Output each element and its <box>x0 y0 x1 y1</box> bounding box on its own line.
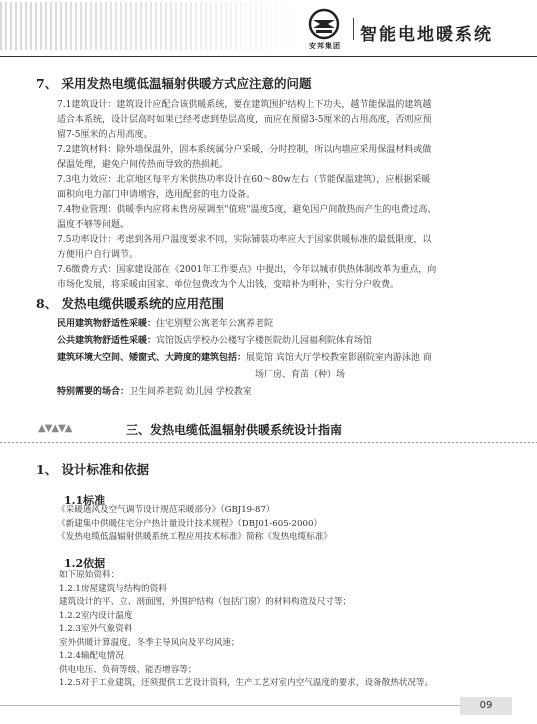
page-header <box>0 0 537 54</box>
scope-value: 宾馆饭店学校办公楼写字楼医院幼儿园福利院体育场馆 <box>156 336 373 346</box>
section-7-line: 适合本系统，设计层高时如果已经考虑到垫层高度，而应在预留3-5厘米的占用高度，否则应预 <box>57 115 432 125</box>
section-7-line: 面积向电力部门申请增容，选用配套的电力设备。 <box>57 190 256 200</box>
scope-row <box>57 316 507 333</box>
section-7-line: 7.2建筑材料：除外墙保温外，固本系统属分户采暖，分时控制，所以内墙应采用保温材料或做 <box>57 145 432 155</box>
basis-list <box>59 569 514 691</box>
section-7-line: 市场化发展，将采暖由国家、单位包费改为个人出钱，变暗补为明补，实行分户收费。 <box>57 280 400 290</box>
section-7-line: 7.3电力效应：北京地区每平方米供热功率设计在60～80w左右（节能保温建筑），应根据采暖 <box>57 175 431 185</box>
scope-value: 住宅别墅公寓老年公寓养老院 <box>156 319 274 329</box>
scope-label: 特别需要的场合： <box>57 387 130 397</box>
logo-text: 安邦集团 <box>309 42 341 50</box>
part-1-title: 1、 设计标准和依据 <box>36 462 150 477</box>
header-rule <box>0 56 537 57</box>
scope-value: 展览馆 宾馆大厅学校教室影剧院室内游泳池 商 <box>246 353 432 363</box>
chapter-banner <box>38 418 508 440</box>
scope-label: 建筑环境大空间、矮窗式、大跨度的建筑包括： <box>57 353 247 363</box>
basis-item: 建筑设计的平、立、剖面图，外围护结构（包括门窗）的材料构造及尺寸等； <box>59 597 352 607</box>
footer-rule <box>0 705 460 706</box>
scope-label: 公共建筑物舒适性采暖： <box>57 336 157 346</box>
triangle-ornament-icon: ▲▼▲▼▲ <box>38 423 72 434</box>
section-7-line: 7.6缴费方式：国家建设部在《2001年工作要点》中提出，今年以城市供热体制改革为重点，向 <box>57 265 437 275</box>
standard-item: 《发热电缆低温辐射供暖系统工程应用技术标准》简称《发热电缆标准》 <box>57 532 333 542</box>
scope-row <box>57 350 507 384</box>
section-7-line: 保温处理，避免户间传热而导致的热损耗。 <box>57 160 229 170</box>
subsection-1-2-title: 1.2依据 <box>64 557 106 570</box>
section-7-line: 方便用户自行调节。 <box>57 250 139 260</box>
basis-item: 室外供暖计算温度，冬季主导风向及平均风速； <box>59 637 240 648</box>
section-7-line: 温度不够等问题。 <box>57 220 130 230</box>
scope-value: 卫生间养老院 幼儿园 学校教室 <box>129 387 252 397</box>
section-7-title: 7、 采用发热电缆低温辐射供暖方式应注意的问题 <box>36 76 312 91</box>
page-number: 09 <box>460 697 512 715</box>
scope-row <box>57 333 507 350</box>
basis-item: 1.2.4输配电情况 <box>59 651 124 661</box>
subsection-1-1-title: 1.1标准 <box>64 494 106 507</box>
brand-title: 智能电地暖系统 <box>360 25 493 45</box>
standard-item: 《新建集中供暖住宅分户热计量设计技术规程》（DBJ01-605-2000） <box>57 518 323 529</box>
dotted-rule <box>0 442 537 443</box>
basis-item: 1.2.5对于工业建筑，还须提供工艺设计资料，生产工艺对室内空气温度的要求，设备散热状况等。 <box>59 678 434 688</box>
section-7-line: 留7-5厘米的占用高度。 <box>57 130 153 140</box>
header-divider <box>353 18 354 40</box>
section-7-line: 7.5功率设计：考虑到各用户温度要求不同，实际铺装功率应大于国家供暖标准的最低限度，以 <box>57 235 432 245</box>
section-8-title: 8、 发热电缆供暖系统的应用范围 <box>36 296 225 311</box>
application-scope <box>57 316 507 401</box>
scope-value-cont: 场厂房、育苗（种）场 <box>255 370 346 380</box>
basis-item: 1.2.2室内设计温度 <box>59 610 133 621</box>
scope-row <box>57 384 507 401</box>
header-stripes <box>0 2 300 50</box>
chapter-title: 三、发热电缆低温辐射供暖系统设计指南 <box>126 423 343 437</box>
section-7-line: 7.1建筑设计：建筑设计应配合该供暖系统，要在建筑围护结构上下功夫，越节能保温的建筑越 <box>57 100 432 110</box>
section-7-body <box>57 98 507 293</box>
basis-item: 1.2.3室外气象资料 <box>59 624 133 634</box>
basis-item: 供电电压、负荷等级、能否增容等； <box>59 664 197 675</box>
basis-item: 如下原始资料： <box>59 570 120 580</box>
section-7-line: 7.4物业管理：供暖季内应将未售房屋调至"值班"温度5度，避免因户间散热而产生的电费过高、 <box>57 205 437 215</box>
basis-item: 1.2.1房屋建筑与结构的资料 <box>59 583 167 594</box>
standard-item: 《采暖通风及空气调节设计规范采暖部分》（GBJ19-87） <box>57 505 275 515</box>
standards-list <box>57 504 512 545</box>
scope-label: 民用建筑物舒适性采暖： <box>57 319 157 329</box>
